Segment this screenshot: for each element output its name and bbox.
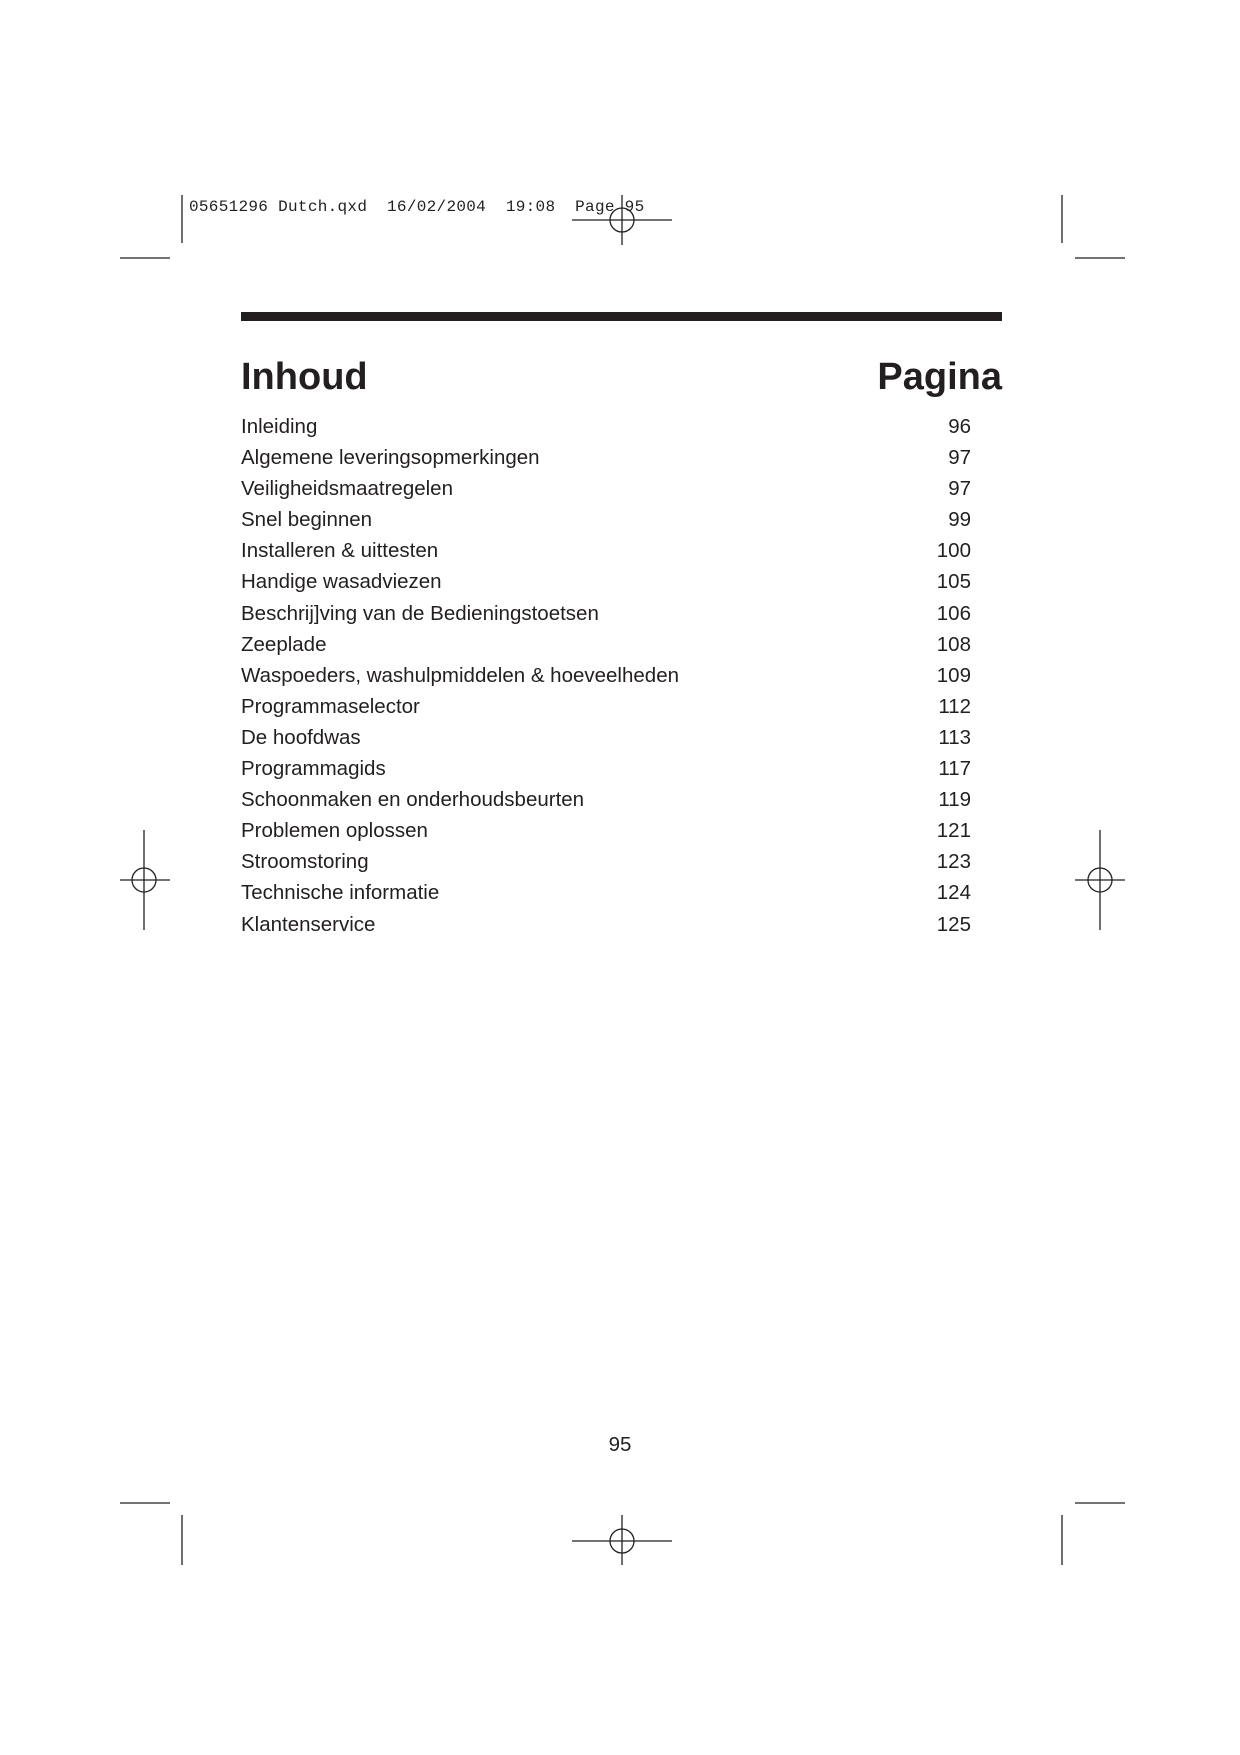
- toc-entry: [241, 566, 971, 597]
- toc-entry: [241, 784, 971, 815]
- toc-entry: [241, 877, 971, 908]
- toc-entry-label: Snel beginnen: [241, 508, 373, 532]
- toc-entry-label: Programmagids: [241, 757, 386, 781]
- registration-mark-top: [572, 195, 672, 245]
- table-of-contents: [241, 411, 971, 940]
- toc-entry: [241, 909, 971, 940]
- toc-entry-page: 108: [936, 632, 971, 656]
- toc-entry: [241, 411, 971, 442]
- toc-entry-label: Technische informatie: [241, 881, 440, 905]
- toc-entry-label: Beschrij]ving van de Bedieningstoetsen: [241, 601, 599, 625]
- toc-entry-page: 117: [938, 757, 971, 781]
- toc-entry-page: 123: [936, 850, 971, 874]
- toc-entry-page: 124: [936, 881, 971, 905]
- toc-entry-page: 105: [936, 570, 971, 594]
- toc-entry-page: 119: [938, 788, 971, 812]
- toc-entry: [241, 629, 971, 660]
- toc-entry-page: 113: [938, 725, 971, 749]
- toc-entry: [241, 598, 971, 629]
- toc-entry-page: 112: [938, 694, 971, 718]
- toc-entry-page: 97: [948, 446, 971, 470]
- toc-entry-label: Algemene leveringsopmerkingen: [241, 446, 540, 470]
- crop-mark-bottom-left: [120, 1503, 182, 1565]
- crop-mark-top-left: [120, 195, 182, 258]
- toc-entry: [241, 442, 971, 473]
- toc-entry-page: 109: [936, 663, 971, 687]
- toc-entry: [241, 815, 971, 846]
- toc-entry: [241, 660, 971, 691]
- toc-entry: [241, 504, 971, 535]
- toc-entry: [241, 753, 971, 784]
- toc-entry-label: Stroomstoring: [241, 850, 369, 874]
- toc-entry-label: Inleiding: [241, 415, 318, 438]
- registration-mark-bottom: [572, 1515, 672, 1565]
- print-slug: 05651296 Dutch.qxd 16/02/2004 19:08 Page 95: [189, 198, 645, 216]
- toc-entry-label: Zeeplade: [241, 632, 327, 656]
- toc-entry-page: 99: [948, 508, 971, 532]
- toc-entry-label: Schoonmaken en onderhoudsbeurten: [241, 788, 585, 812]
- registration-mark-left: [120, 830, 170, 930]
- toc-entry-label: Programmaselector: [241, 694, 420, 718]
- toc-entry-page: 97: [948, 477, 971, 501]
- toc-entry-page: 100: [936, 539, 971, 563]
- toc-entry-page: 125: [936, 912, 971, 936]
- page-title: Inhoud: [241, 356, 368, 398]
- registration-mark-right: [1075, 830, 1125, 930]
- toc-entry-page: 121: [936, 819, 971, 843]
- page-number: 95: [608, 1433, 632, 1456]
- crop-mark-top-right: [1062, 195, 1125, 258]
- toc-entry-label: Veiligheidsmaatregelen: [241, 477, 453, 501]
- toc-entry: [241, 473, 971, 504]
- toc-entry-label: Problemen oplossen: [241, 819, 428, 843]
- toc-entry: [241, 691, 971, 722]
- toc-entry-label: Handige wasadviezen: [241, 570, 442, 594]
- page-column-heading: Pagina: [877, 356, 1002, 398]
- toc-entry: [241, 535, 971, 566]
- toc-entry-label: Waspoeders, washulpmiddelen & hoeveelheden: [241, 663, 679, 687]
- toc-entry: [241, 722, 971, 753]
- toc-entry-label: Klantenservice: [241, 912, 376, 936]
- toc-entry-label: De hoofdwas: [241, 725, 361, 749]
- crop-mark-bottom-right: [1062, 1503, 1125, 1565]
- header-rule: [241, 312, 1002, 321]
- toc-entry-label: Installeren & uittesten: [241, 539, 439, 563]
- toc-entry-page: 96: [948, 415, 971, 438]
- toc-entry-page: 106: [936, 601, 971, 625]
- toc-entry: [241, 846, 971, 877]
